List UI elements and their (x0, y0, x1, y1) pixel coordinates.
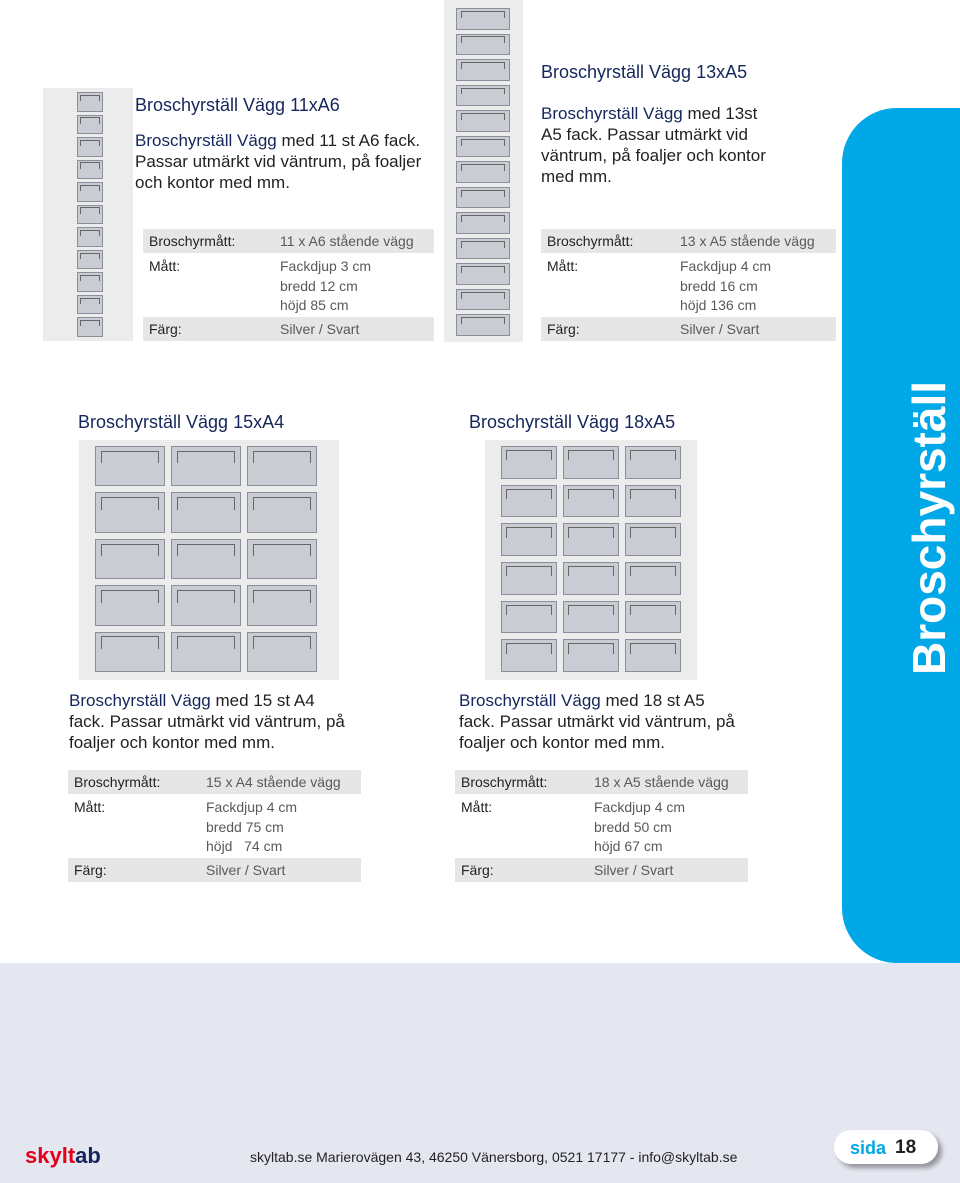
spec-label: Broschyrmått: (149, 233, 236, 249)
page-number: 18 (895, 1137, 917, 1158)
spec-value: 15 x A4 stående vägg (206, 774, 341, 790)
spec-value: Fackdjup 4 cm (206, 799, 298, 815)
spec-value: bredd 75 cm (206, 819, 284, 835)
spec-label: Broschyrmått: (74, 774, 161, 790)
footer-address: skyltab.se Marierovägen 43, 46250 Vänersborg, 0521 17177 - info@skyltab.se (250, 1149, 738, 1165)
spec-value: bredd 50 cm (594, 819, 672, 835)
spec-value: Fackdjup 4 cm (594, 799, 686, 815)
product-description: Broschyrställ Vägg med 15 st A4 fack. Passar utmärkt vid väntrum, på foaljer och kontor med mm. (69, 691, 345, 752)
spec-value: Fackdjup 4 cm (680, 258, 772, 274)
desc-bold: Broschyrställ Vägg (541, 104, 683, 123)
spec-table (541, 229, 836, 342)
desc-bold: Broschyrställ Vägg (69, 691, 211, 710)
company-logo: skyltab (25, 1143, 101, 1168)
spec-label: Färg: (149, 321, 182, 337)
spec-value: 13 x A5 stående vägg (680, 233, 815, 249)
spec-value: höjd 136 cm (680, 297, 757, 313)
spec-label: Färg: (461, 862, 494, 878)
spec-value: 18 x A5 stående vägg (594, 774, 729, 790)
spec-label: Mått: (74, 799, 106, 815)
spec-value: Silver / Svart (280, 321, 360, 337)
spec-label: Broschyrmått: (461, 774, 548, 790)
product-title: Broschyrställ Vägg 13xA5 (541, 62, 748, 82)
spec-table (68, 770, 361, 883)
page-word: sida (850, 1138, 887, 1158)
page-number-badge (834, 1130, 938, 1164)
spec-value: höjd 67 cm (594, 838, 663, 854)
product-title: Broschyrställ Vägg 11xA6 (135, 95, 340, 115)
product-description: Broschyrställ Vägg med 11 st A6 fack. Passar utmärkt vid väntrum, på foaljer och kontor med mm. (135, 131, 422, 192)
product-image-13xa5 (444, 0, 523, 342)
spec-value: höjd 74 cm (206, 838, 283, 854)
spec-table (143, 229, 434, 342)
spec-label: Färg: (547, 321, 580, 337)
spec-label: Mått: (149, 258, 181, 274)
spec-value: höjd 85 cm (280, 297, 349, 313)
desc-bold: Broschyrställ Vägg (135, 131, 277, 150)
spec-value: Silver / Svart (680, 321, 760, 337)
spec-label: Broschyrmått: (547, 233, 634, 249)
product-title: Broschyrställ Vägg 15xA4 (78, 412, 285, 432)
spec-label: Färg: (74, 862, 107, 878)
product-image-15xa4 (79, 440, 339, 680)
spec-value: bredd 12 cm (280, 278, 358, 294)
spec-label: Mått: (547, 258, 579, 274)
spec-value: Fackdjup 3 cm (280, 258, 372, 274)
product-description: Broschyrställ Vägg med 18 st A5 fack. Passar utmärkt vid väntrum, på foaljer och kontor med mm. (459, 691, 735, 752)
spec-table (455, 770, 748, 883)
spec-value: bredd 16 cm (680, 278, 758, 294)
desc-bold: Broschyrställ Vägg (459, 691, 601, 710)
side-tab-label: Broschyrställ (903, 380, 955, 675)
spec-label: Mått: (461, 799, 493, 815)
product-image-11xa6 (43, 88, 133, 341)
product-description: Broschyrställ Vägg med 13st A5 fack. Passar utmärkt vid väntrum, på foaljer och kontor med mm. (541, 104, 766, 186)
product-image-18xa5 (485, 440, 697, 680)
spec-value: Silver / Svart (594, 862, 674, 878)
spec-value: 11 x A6 stående vägg (280, 233, 414, 249)
product-title: Broschyrställ Vägg 18xA5 (469, 412, 676, 432)
spec-value: Silver / Svart (206, 862, 286, 878)
